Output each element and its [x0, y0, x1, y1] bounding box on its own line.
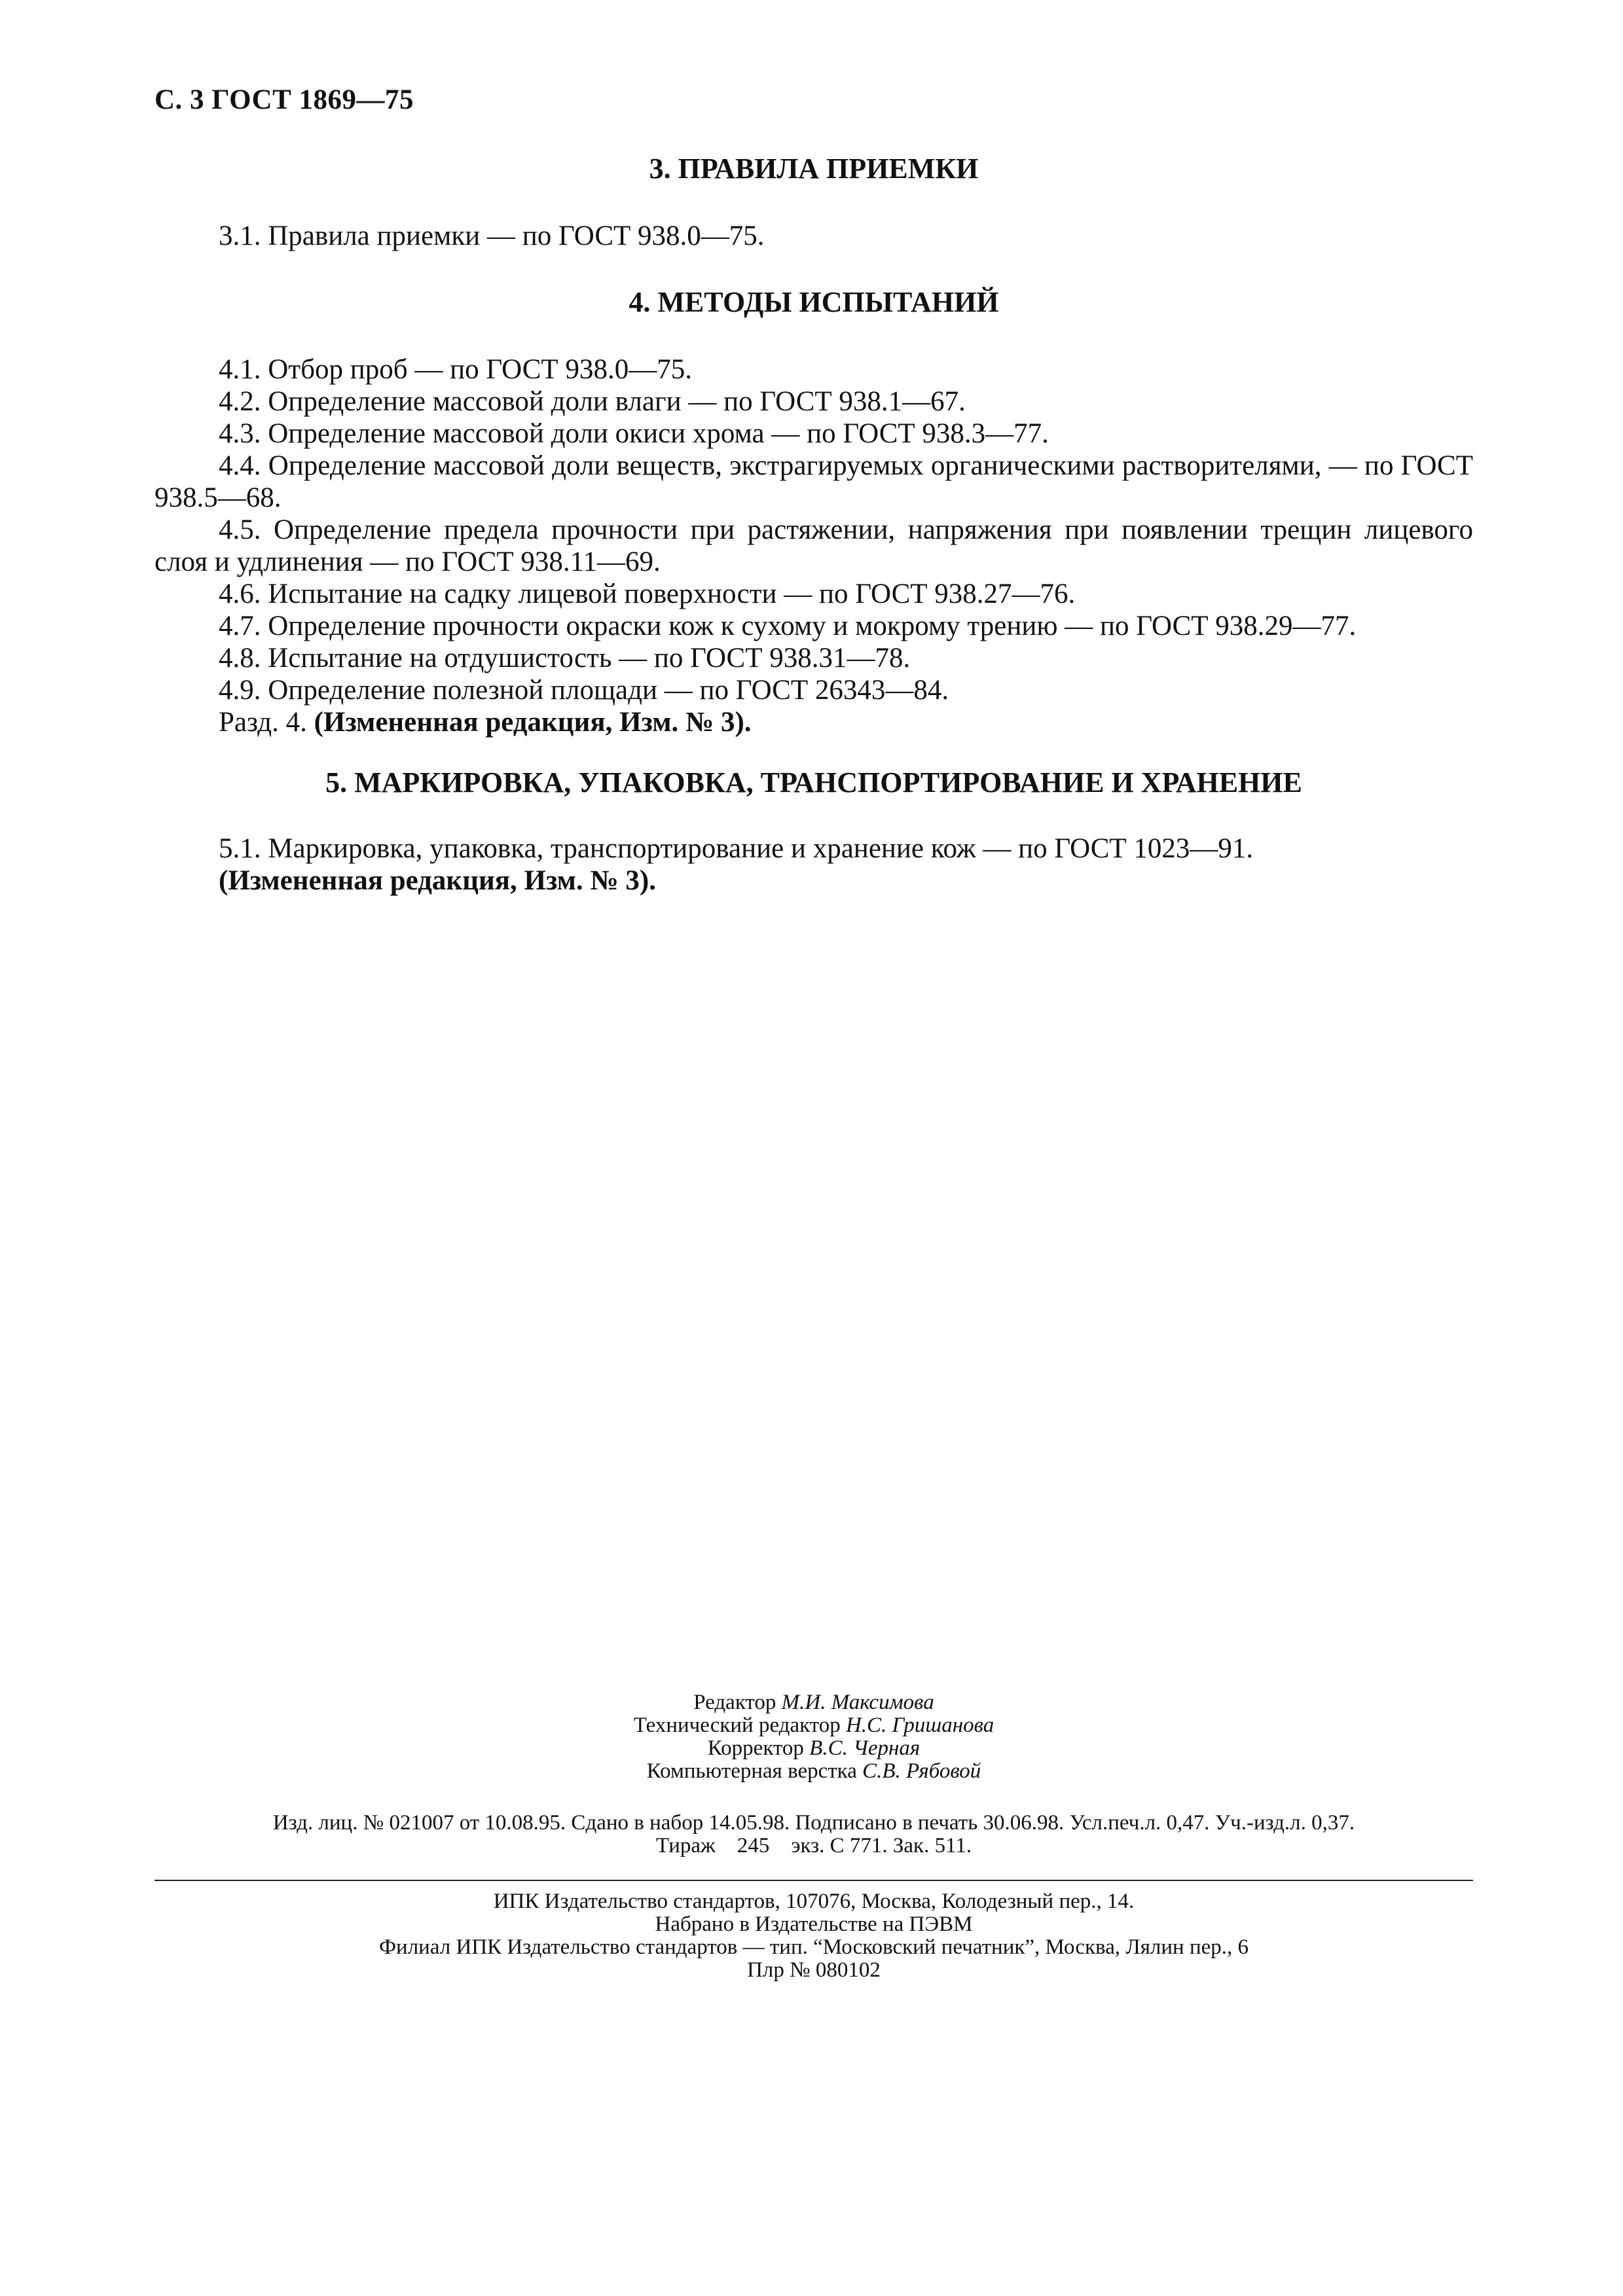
- imprint-branch-line: Филиал ИПК Издательство стандартов — тип. “Московский печатник”, Москва, Лялин пер., 6: [378, 1935, 1249, 1959]
- amendment-text: (Измененная редакция, Изм. № 3).: [314, 707, 752, 738]
- layout-name: С.В. Рябовой: [862, 1759, 981, 1783]
- imprint-tech-editor: [155, 1714, 1473, 1737]
- clause-4-6: 4.6. Испытание на садку лицевой поверхности — по ГОСТ 938.27—76.: [219, 579, 1076, 609]
- imprint-plr-line: Плр № 080102: [747, 1958, 881, 1982]
- section-5-amendment: (Измененная редакция, Изм. № 3).: [219, 865, 656, 896]
- imprint-divider: [155, 1880, 1473, 1881]
- imprint-layout: [155, 1760, 1473, 1783]
- clause-4-9: 4.9. Определение полезной площади — по ГОСТ 26343—84.: [219, 675, 949, 706]
- editor-label: Редактор: [693, 1691, 776, 1714]
- clause-4-1: 4.1. Отбор проб — по ГОСТ 938.0—75.: [219, 354, 692, 385]
- amendment-prefix: Разд. 4.: [219, 707, 307, 738]
- imprint-corrector: [155, 1737, 1473, 1760]
- corrector-name: В.С. Черная: [809, 1736, 921, 1760]
- section-3-title: 3. ПРАВИЛА ПРИЕМКИ: [649, 152, 979, 185]
- tech-editor-label: Технический редактор: [633, 1713, 841, 1737]
- page-header: С. 3 ГОСТ 1869—75: [155, 84, 414, 115]
- clause-4-4: 4.4. Определение массовой доли веществ, экстрагируемых органическими растворителями, — по ГОСТ 938.5—68.: [155, 450, 1473, 513]
- clause-4-2: 4.2. Определение массовой доли влаги — по ГОСТ 938.1—67.: [219, 386, 966, 417]
- imprint-publisher-line: ИПК Издательство стандартов, 107076, Москва, Колодезный пер., 14.: [493, 1890, 1135, 1913]
- clause-4-5: 4.5. Определение предела прочности при растяжении, напряжения при появлении трещин лицевого слоя и удлинения — по ГОСТ 938.11—69.: [155, 514, 1473, 577]
- clause-4-8: 4.8. Испытание на отдушистость — по ГОСТ 938.31—78.: [219, 643, 911, 673]
- imprint-typeset-line: Набрано в Издательстве на ПЭВМ: [655, 1912, 973, 1936]
- clause-4-7: 4.7. Определение прочности окраски кож к сухому и мокрому трению — по ГОСТ 938.29—77.: [219, 611, 1357, 641]
- imprint-editor: [155, 1691, 1473, 1714]
- clause-4-3: 4.3. Определение массовой доли окиси хрома — по ГОСТ 938.3—77.: [219, 418, 1049, 449]
- section-5-title: 5. МАРКИРОВКА, УПАКОВКА, ТРАНСПОРТИРОВАНИЕ И ХРАНЕНИЕ: [325, 766, 1302, 798]
- clause-5-1: 5.1. Маркировка, упаковка, транспортирование и хранение кож — по ГОСТ 1023—91.: [219, 833, 1254, 864]
- layout-label: Компьютерная верстка: [646, 1759, 857, 1783]
- section-4-title: 4. МЕТОДЫ ИСПЫТАНИЙ: [629, 286, 999, 318]
- section-4-amendment: [155, 706, 1473, 738]
- imprint-print-run-line: Тираж 245 экз. С 771. Зак. 511.: [655, 1834, 972, 1857]
- tech-editor-name: Н.С. Гришанова: [845, 1713, 994, 1737]
- clause-3-1: 3.1. Правила приемки — по ГОСТ 938.0—75.: [219, 221, 765, 251]
- editor-name: М.И. Максимова: [781, 1691, 934, 1714]
- imprint-license-line: Изд. лиц. № 021007 от 10.08.95. Сдано в набор 14.05.98. Подписано в печать 30.06.98. Усл.печ.л. 0,47. Уч.-изд.л. 0,37.: [272, 1811, 1355, 1835]
- corrector-label: Корректор: [707, 1736, 804, 1760]
